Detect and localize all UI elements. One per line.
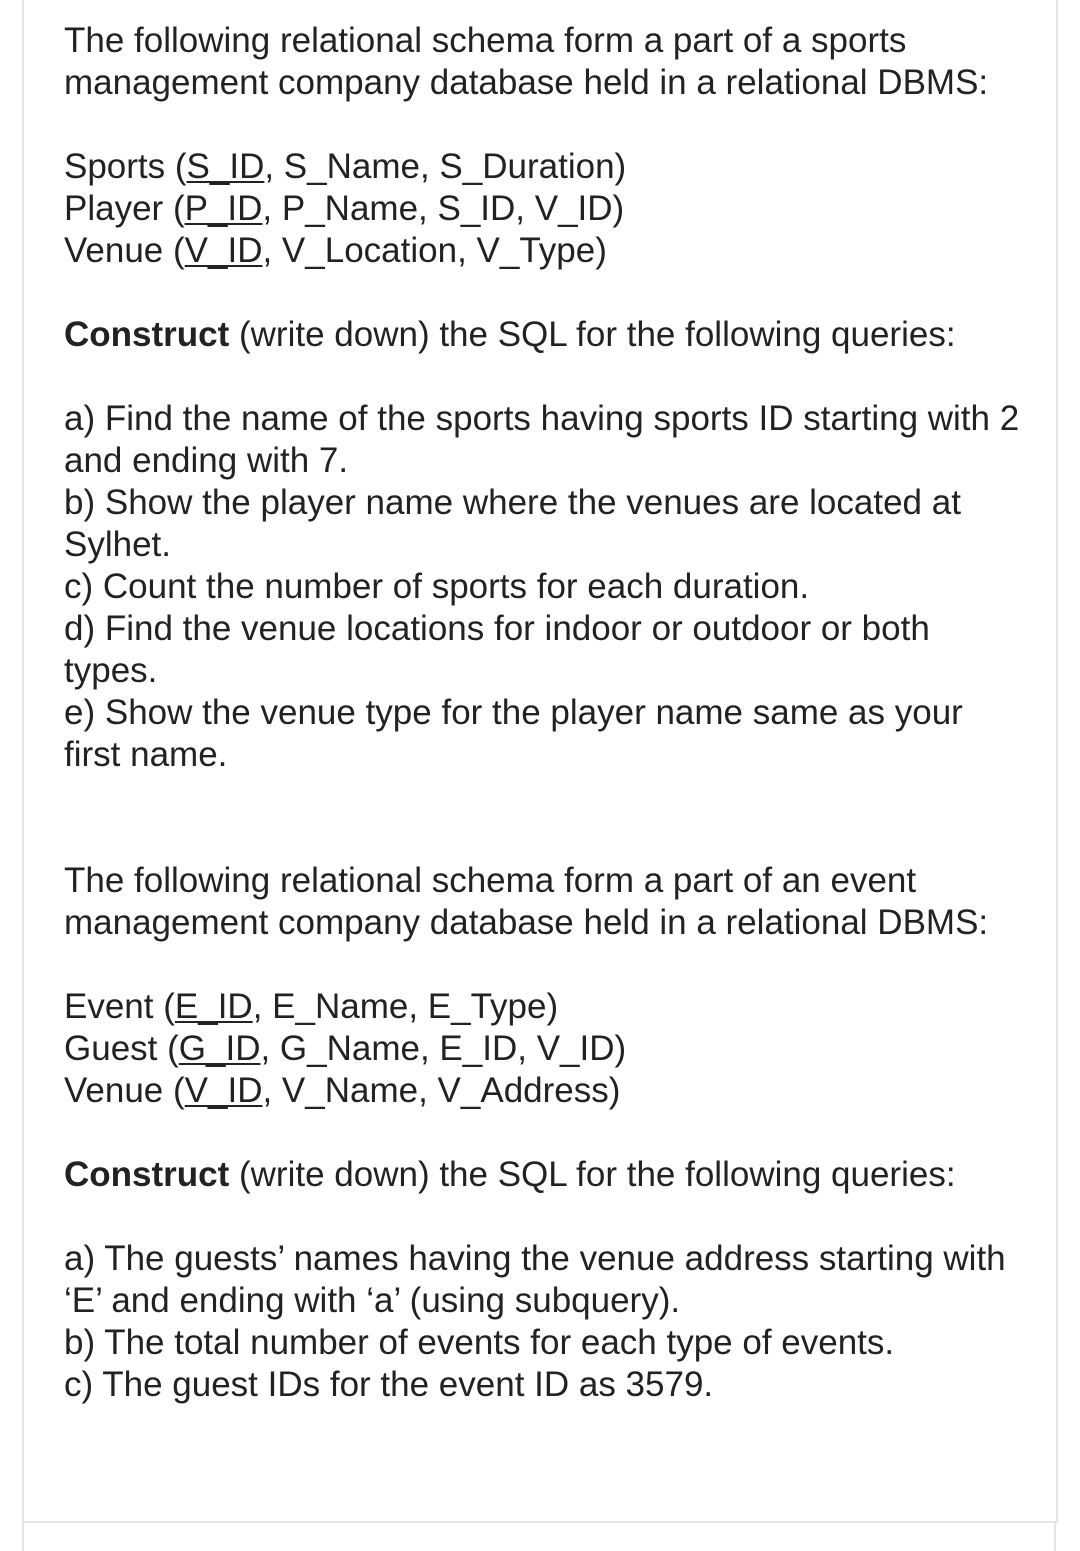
table-columns: , G_Name, E_ID, V_ID)	[260, 1029, 627, 1068]
query-item: d) Find the venue locations for indoor or outdoor or both types.	[64, 609, 930, 690]
query-item: a) The guests’ names having the venue address starting with ‘E’ and ending with ‘a’ (using subquery).	[64, 1239, 1006, 1320]
section1-instruction	[64, 314, 1024, 356]
schema-line-venue: Venue (V_ID, V_Location, V_Type)	[64, 231, 607, 270]
instruction-bold: Construct	[64, 315, 230, 354]
primary-key: V_ID	[184, 231, 263, 270]
section2-schema	[64, 986, 1024, 1112]
table-columns: , P_Name, S_ID, V_ID)	[262, 189, 625, 228]
instruction-rest: (write down) the SQL for the following queries:	[229, 1155, 956, 1194]
table-name: Player	[64, 189, 164, 228]
instruction-bold: Construct	[64, 1155, 230, 1194]
query-item: b) Show the player name where the venues are located at Sylhet.	[64, 483, 961, 564]
schema-line-guest: Guest (G_ID, G_Name, E_ID, V_ID)	[64, 1029, 627, 1068]
schema-line-venue: Venue (V_ID, V_Name, V_Address)	[64, 1071, 621, 1110]
table-name: Venue	[64, 231, 164, 270]
schema-line-player: Player (P_ID, P_Name, S_ID, V_ID)	[64, 189, 625, 228]
section2-intro: The following relational schema form a part of an event management company database held in a relational DBMS:	[64, 861, 989, 942]
query-item: a) Find the name of the sports having sports ID starting with 2 and ending with 7.	[64, 399, 1020, 480]
query-item: b) The total number of events for each type of events.	[64, 1323, 895, 1362]
primary-key: G_ID	[178, 1029, 261, 1068]
section1-schema	[64, 146, 1024, 272]
primary-key: S_ID	[186, 147, 265, 186]
table-columns: , S_Name, S_Duration)	[264, 147, 627, 186]
table-columns: , E_Name, E_Type)	[252, 987, 559, 1026]
table-columns: , V_Location, V_Type)	[262, 231, 607, 270]
primary-key: E_ID	[174, 987, 253, 1026]
frame-edge-left	[22, 1521, 24, 1551]
table-name: Sports	[64, 147, 166, 186]
document-body	[64, 20, 1024, 1406]
table-name: Venue	[64, 1071, 164, 1110]
table-name: Event	[64, 987, 154, 1026]
query-item: c) The guest IDs for the event ID as 3579.	[64, 1365, 714, 1404]
primary-key: V_ID	[184, 1071, 263, 1110]
table-columns: , V_Name, V_Address)	[262, 1071, 621, 1110]
section1-queries	[64, 398, 1024, 776]
section2-instruction	[64, 1154, 1024, 1196]
schema-line-sports: Sports (S_ID, S_Name, S_Duration)	[64, 147, 627, 186]
section1-intro: The following relational schema form a part of a sports management company database held in a relational DBMS:	[64, 21, 989, 102]
table-name: Guest	[64, 1029, 158, 1068]
instruction-rest: (write down) the SQL for the following queries:	[229, 315, 956, 354]
section2-queries	[64, 1238, 1024, 1406]
frame-edge-right	[1054, 1521, 1056, 1551]
query-item: e) Show the venue type for the player name same as your first name.	[64, 693, 963, 774]
query-item: c) Count the number of sports for each duration.	[64, 567, 810, 606]
primary-key: P_ID	[184, 189, 263, 228]
schema-line-event: Event (E_ID, E_Name, E_Type)	[64, 987, 559, 1026]
